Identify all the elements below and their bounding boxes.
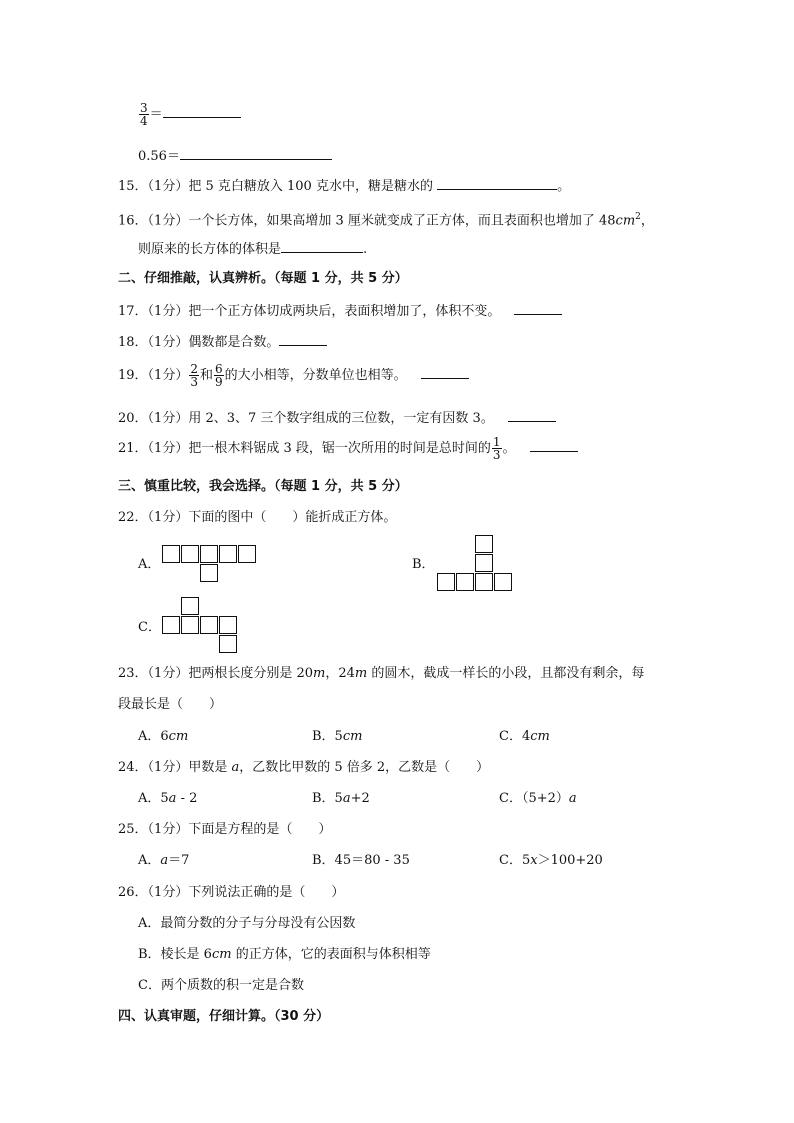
q26-option-b[interactable]: B．棱长是 6cm 的正方体，它的表面积与体积相等 <box>138 947 431 962</box>
question-18: 18．（1分）偶数都是合数。 <box>118 333 327 351</box>
q25-option-b[interactable]: B．45＝80 - 35 <box>312 853 410 868</box>
answer-blank[interactable] <box>508 409 556 422</box>
question-26: 26．（1分）下列说法正确的是（ ） <box>118 885 345 900</box>
net-cell <box>238 545 256 563</box>
question-16: 16．（1分）一个长方体，如果高增加 3 厘米就变成了正方体，而且表面积也增加了 $48cm^2$， <box>118 212 654 229</box>
fraction-three-quarters: $\frac{3}{4}$ <box>140 101 148 128</box>
q23-option-b[interactable]: B．5cm <box>312 729 363 744</box>
question-19: 19．（1分） $\frac{2}{3}$ 和 $\frac{6}{9}$ 的大小相等，分数单位也相等。 <box>118 363 469 389</box>
net-cell <box>200 564 218 582</box>
net-cell <box>162 545 180 563</box>
question-21: 21．（1分）把一根木料锯成 3 段，锯一次所用的时间是总时间的 $\frac{1}{3}$ 。 <box>118 436 578 462</box>
fraction-conversion-row: $\frac{3}{4}$ ＝ <box>138 102 241 127</box>
q25-option-a[interactable]: A．a＝7 <box>138 853 190 868</box>
q26-option-c[interactable]: C．两个质数的积一定是合数 <box>138 978 304 993</box>
q26-option-a[interactable]: A．最简分数的分子与分母没有公因数 <box>138 916 356 931</box>
answer-blank[interactable] <box>437 177 557 190</box>
net-cell <box>494 573 512 591</box>
fraction-one-third: $\frac{1}{3}$ <box>492 435 501 462</box>
net-cell <box>219 545 237 563</box>
question-24: 24．（1分）甲数是 a，乙数比甲数的 5 倍多 2，乙数是（ ） <box>118 760 490 775</box>
section-heading-3: 三、慎重比较，我会选择。（每题 1 分，共 5 分） <box>118 479 408 494</box>
question-20: 20．（1分）用 2、3、7 三个数字组成的三位数，一定有因数 3。 <box>118 409 556 427</box>
answer-blank[interactable] <box>279 333 327 346</box>
q24-option-c[interactable]: C．（5+2）a <box>499 791 577 806</box>
net-cell <box>475 554 493 572</box>
option-a-label[interactable]: A． <box>138 557 161 572</box>
question-15: 15．（1分）把 5 克白糖放入 100 克水中，糖是糖水的 。 <box>118 179 571 194</box>
net-cell <box>181 597 199 615</box>
answer-blank[interactable] <box>421 366 469 379</box>
q24-option-a[interactable]: A．5a - 2 <box>138 791 198 806</box>
question-22: 22．（1分）下面的图中（ ）能折成正方体。 <box>118 510 397 525</box>
net-cell <box>475 573 493 591</box>
net-cell <box>181 616 199 634</box>
option-b-label[interactable]: B． <box>412 557 435 572</box>
answer-blank[interactable] <box>163 105 241 118</box>
decimal-conversion-row: 0.56＝ <box>138 147 332 165</box>
question-16-line2: 则原来的长方体的体积是 . <box>138 242 368 257</box>
section-heading-4: 四、认真审题，仔细计算。（30 分） <box>118 1009 330 1024</box>
net-cell <box>475 535 493 553</box>
net-cell <box>437 573 455 591</box>
net-cell <box>219 635 237 653</box>
question-23: 23．（1分）把两根长度分别是 20m，24m 的圆木，截成一样长的小段，且都没有剩余，每 <box>118 666 645 681</box>
q24-option-b[interactable]: B．5a+2 <box>312 791 370 806</box>
net-cell <box>200 616 218 634</box>
fraction-six-ninths: $\frac{6}{9}$ <box>214 362 223 389</box>
question-23-line2: 段最长是（ ） <box>118 697 223 712</box>
question-17: 17．（1分）把一个正方体切成两块后，表面积增加了，体积不变。 <box>118 302 562 320</box>
net-cell <box>162 616 180 634</box>
answer-blank[interactable] <box>180 147 332 160</box>
answer-blank[interactable] <box>530 439 578 452</box>
question-25: 25．（1分）下面是方程的是（ ） <box>118 822 332 837</box>
net-cell <box>219 616 237 634</box>
net-cell <box>181 545 199 563</box>
section-heading-2: 二、仔细推敲，认真辨析。（每题 1 分，共 5 分） <box>118 271 408 286</box>
option-c-label[interactable]: C． <box>138 620 161 635</box>
net-cell <box>456 573 474 591</box>
q25-option-c[interactable]: C．5x＞100+20 <box>499 853 603 868</box>
q23-option-a[interactable]: A．6cm <box>138 729 189 744</box>
answer-blank[interactable] <box>281 240 363 253</box>
fraction-two-thirds: $\frac{2}{3}$ <box>190 362 198 389</box>
net-cell <box>200 545 218 563</box>
answer-blank[interactable] <box>514 302 562 315</box>
q23-option-c[interactable]: C．4cm <box>499 729 550 744</box>
